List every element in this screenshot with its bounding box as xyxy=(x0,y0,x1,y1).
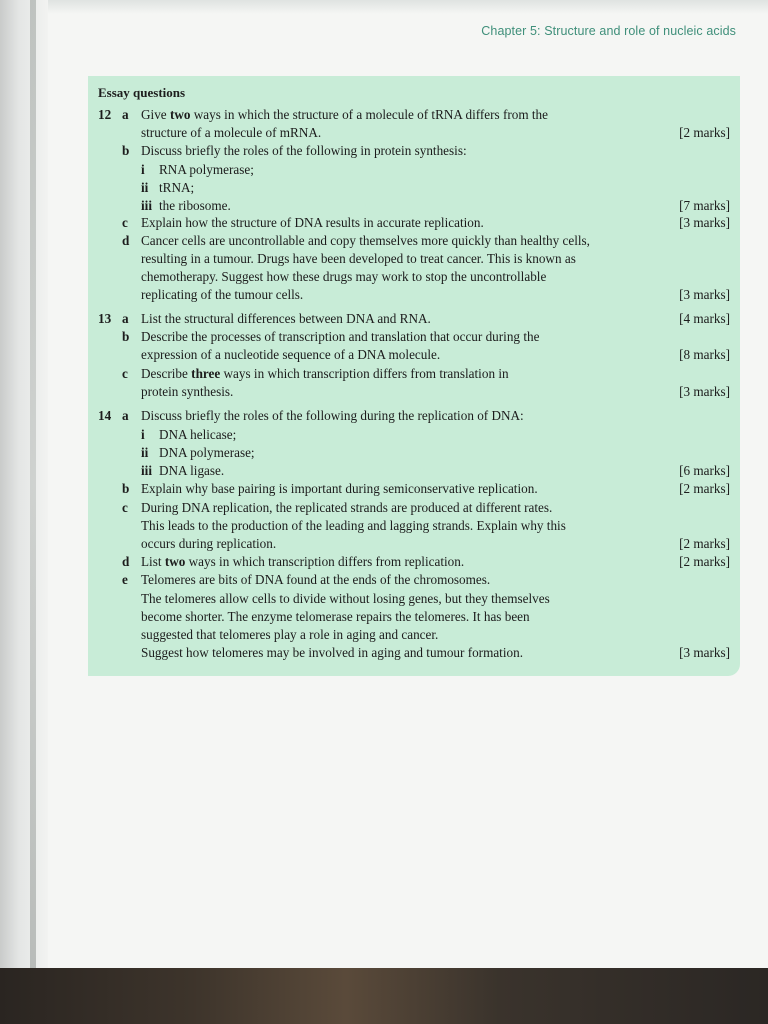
question-text: expression of a nucleotide sequence of a DNA molecule. xyxy=(141,347,441,362)
question-number: 14 xyxy=(98,408,112,423)
question-line xyxy=(88,365,740,383)
question-text: Discuss briefly the roles of the following during the replication of DNA: xyxy=(141,408,524,423)
question-text: Describe three ways in which transcription differs from translation in xyxy=(141,366,509,381)
question-line xyxy=(88,626,740,644)
marks-label: [3 marks] xyxy=(679,215,730,230)
essay-questions-panel xyxy=(88,76,740,676)
question-line xyxy=(88,310,740,328)
marks-label: [3 marks] xyxy=(679,287,730,302)
question-line xyxy=(88,407,740,425)
question-text: suggested that telomeres play a role in aging and cancer. xyxy=(141,627,439,642)
question-line xyxy=(88,268,740,286)
part-letter: b xyxy=(122,329,130,344)
marks-label: [3 marks] xyxy=(679,384,730,399)
part-letter: b xyxy=(122,481,130,496)
running-head: Chapter 5: Structure and role of nucleic acids xyxy=(481,24,736,38)
question-text: replicating of the tumour cells. xyxy=(141,287,304,302)
marks-label: [4 marks] xyxy=(679,311,730,326)
question-number: 13 xyxy=(98,311,112,326)
question-line xyxy=(88,179,740,197)
question-line xyxy=(88,553,740,571)
question-line xyxy=(88,517,740,535)
question-line xyxy=(88,232,740,250)
question-line xyxy=(88,644,740,662)
scan-bottom-edge xyxy=(0,968,768,1024)
question-line xyxy=(88,590,740,608)
question-line xyxy=(88,444,740,462)
marks-label: [2 marks] xyxy=(679,554,730,569)
question-text: Suggest how telomeres may be involved in aging and tumour formation. xyxy=(141,645,523,660)
question-line xyxy=(88,106,740,124)
marks-label: [8 marks] xyxy=(679,347,730,362)
question-text: RNA polymerase; xyxy=(159,162,254,177)
page-top-shadow xyxy=(48,0,768,14)
part-letter: e xyxy=(122,572,128,587)
part-letter: a xyxy=(122,107,129,122)
question-line xyxy=(88,161,740,179)
question-text: Describe the processes of transcription and translation that occur during the xyxy=(141,329,540,344)
question-line xyxy=(88,499,740,517)
question-line xyxy=(88,535,740,553)
marks-label: [7 marks] xyxy=(679,198,730,213)
question-text: the ribosome. xyxy=(159,198,231,213)
section-title: Essay questions xyxy=(98,85,186,100)
subpart-numeral: ii xyxy=(141,180,149,195)
question-line xyxy=(88,383,740,401)
question-line xyxy=(88,462,740,480)
question-line xyxy=(88,608,740,626)
question-text: DNA ligase. xyxy=(159,463,225,478)
question-text: Explain why base pairing is important during semiconservative replication. xyxy=(141,481,538,496)
subpart-numeral: i xyxy=(141,162,145,177)
question-line xyxy=(88,197,740,215)
part-letter: c xyxy=(122,366,128,381)
subpart-numeral: i xyxy=(141,427,145,442)
question-text: resulting in a tumour. Drugs have been developed to treat cancer. This is known as xyxy=(141,251,576,266)
marks-label: [3 marks] xyxy=(679,645,730,660)
question-line xyxy=(88,124,740,142)
marks-label: [2 marks] xyxy=(679,481,730,496)
question-line xyxy=(88,328,740,346)
question-text: structure of a molecule of mRNA. xyxy=(141,125,322,140)
question-text: Telomeres are bits of DNA found at the ends of the chromosomes. xyxy=(141,572,491,587)
question-text: During DNA replication, the replicated strands are produced at different rates. xyxy=(141,500,553,515)
part-letter: c xyxy=(122,215,128,230)
question-text: Discuss briefly the roles of the following in protein synthesis: xyxy=(141,143,467,158)
spine-fold-line xyxy=(30,0,36,970)
question-text: List the structural differences between DNA and RNA. xyxy=(141,311,431,326)
question-text: List two ways in which transcription differs from replication. xyxy=(141,554,465,569)
question-text: Cancer cells are uncontrollable and copy themselves more quickly than healthy cells, xyxy=(141,233,590,248)
question-line xyxy=(88,346,740,364)
subpart-numeral: iii xyxy=(141,463,152,478)
question-line xyxy=(88,571,740,589)
part-letter: c xyxy=(122,500,128,515)
question-line xyxy=(88,480,740,498)
question-line xyxy=(88,250,740,268)
question-text: tRNA; xyxy=(159,180,195,195)
question-text: protein synthesis. xyxy=(141,384,234,399)
part-letter: d xyxy=(122,233,130,248)
question-number: 12 xyxy=(98,107,112,122)
question-text: The telomeres allow cells to divide without losing genes, but they themselves xyxy=(141,591,550,606)
subpart-numeral: iii xyxy=(141,198,152,213)
question-line xyxy=(88,286,740,304)
part-letter: a xyxy=(122,311,129,326)
question-text: DNA polymerase; xyxy=(159,445,255,460)
part-letter: d xyxy=(122,554,130,569)
marks-label: [6 marks] xyxy=(679,463,730,478)
question-text: DNA helicase; xyxy=(159,427,237,442)
page-spine-shadow xyxy=(0,0,48,970)
question-text: Explain how the structure of DNA results in accurate replication. xyxy=(141,215,484,230)
subpart-numeral: ii xyxy=(141,445,149,460)
question-line xyxy=(88,214,740,232)
part-letter: b xyxy=(122,143,130,158)
question-text: become shorter. The enzyme telomerase repairs the telomeres. It has been xyxy=(141,609,530,624)
question-text: This leads to the production of the leading and lagging strands. Explain why this xyxy=(141,518,566,533)
question-text: Give two ways in which the structure of a molecule of tRNA differs from the xyxy=(141,107,549,122)
part-letter: a xyxy=(122,408,129,423)
marks-label: [2 marks] xyxy=(679,125,730,140)
question-text: occurs during replication. xyxy=(141,536,277,551)
question-line xyxy=(88,426,740,444)
marks-label: [2 marks] xyxy=(679,536,730,551)
question-line xyxy=(88,142,740,160)
question-text: chemotherapy. Suggest how these drugs may work to stop the uncontrollable xyxy=(141,269,547,284)
